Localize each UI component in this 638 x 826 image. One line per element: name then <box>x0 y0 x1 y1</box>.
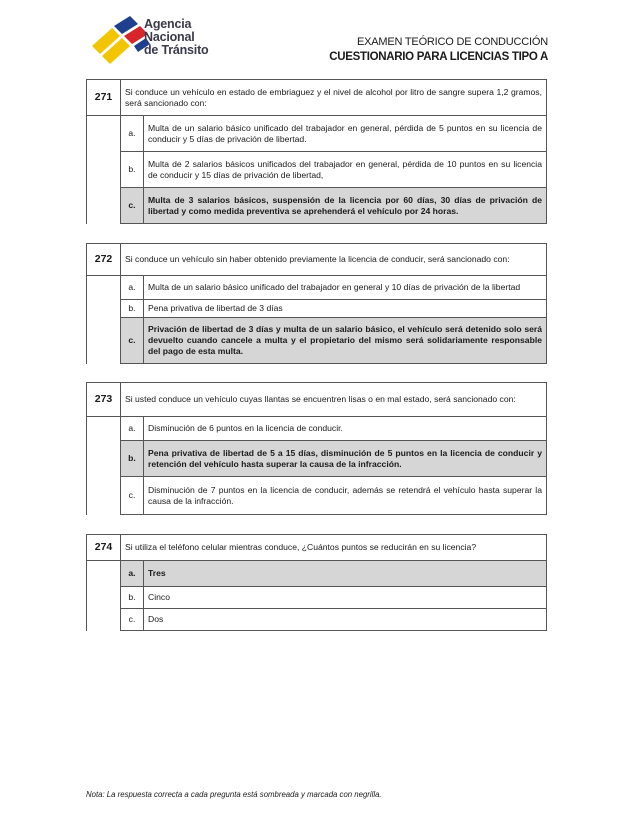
question-number: 274 <box>87 535 121 561</box>
option-text: Disminución de 6 puntos en la licencia de conducir. <box>144 417 547 441</box>
option-letter-correct: a. <box>121 561 144 587</box>
option-letter: b. <box>121 587 144 609</box>
option-text: Multa de un salario básico unificado del trabajador en general, pérdida de 5 puntos en su licencia de conducir y 5 días de privación de libertad. <box>144 116 547 152</box>
option-letter-correct: c. <box>121 188 144 224</box>
option-text: Dos <box>144 609 547 631</box>
option-text-correct: Pena privativa de libertad de 5 a 15 días, disminución de 5 puntos en la licencia de conducir y retención del vehículo hasta superar la causa de la infracción. <box>144 441 547 477</box>
option-text-correct: Tres <box>144 561 547 587</box>
agency-name-line3: de Tránsito <box>144 43 209 57</box>
indent-cell <box>87 561 121 631</box>
footnote: Nota: La respuesta correcta a cada pregunta está sombreada y marcada con negrilla. <box>86 790 382 799</box>
option-letter: a. <box>121 417 144 441</box>
question-text: Si conduce un vehículo sin haber obtenido previamente la licencia de conducir, será sancionado con: <box>121 244 547 276</box>
questionnaire-title: CUESTIONARIO PARA LICENCIAS TIPO A <box>329 51 548 63</box>
option-text-correct: Multa de 3 salarios básicos, suspensión de la licencia por 60 días, 30 días de privación de libertad y como medida preventiva se aprehenderá el vehículo por 24 horas. <box>144 188 547 224</box>
exam-title: EXAMEN TEÓRICO DE CONDUCCIÓN <box>357 36 548 48</box>
question-number: 271 <box>87 80 121 116</box>
option-letter: a. <box>121 116 144 152</box>
question-273 <box>86 382 547 515</box>
indent-cell <box>87 116 121 224</box>
option-text: Multa de 2 salarios básicos unificados del trabajador en general, pérdida de 10 puntos en su licencia de conducir y 15 días de privación de libertad, <box>144 152 547 188</box>
question-271 <box>86 79 547 224</box>
agency-name-line2: Nacional <box>144 30 195 44</box>
option-text: Pena privativa de libertad de 3 días <box>144 300 547 318</box>
option-letter-correct: b. <box>121 441 144 477</box>
option-letter: c. <box>121 477 144 515</box>
option-letter: a. <box>121 276 144 300</box>
agency-name-line1: Agencia <box>144 17 192 31</box>
question-number: 272 <box>87 244 121 276</box>
question-text: Si conduce un vehículo en estado de embriaguez y el nivel de alcohol por litro de sangre supera 1,2 gramos, será sancionado con: <box>121 80 547 116</box>
option-letter: b. <box>121 152 144 188</box>
agency-name <box>144 18 208 57</box>
question-text: Si utiliza el teléfono celular mientras conduce, ¿Cuántos puntos se reducirán en su licencia? <box>121 535 547 561</box>
question-number: 273 <box>87 383 121 417</box>
option-text-correct: Privación de libertad de 3 días y multa de un salario básico, el vehículo será detenido solo será devuelto cuando cancele a multa y el propietario del mismo será solidariamente responsable del pago de esta multa. <box>144 318 547 364</box>
indent-cell <box>87 276 121 364</box>
option-letter: b. <box>121 300 144 318</box>
question-272 <box>86 243 547 364</box>
option-text: Multa de un salario básico unificado del trabajador en general y 10 días de privación de la libertad <box>144 276 547 300</box>
option-letter-correct: c. <box>121 318 144 364</box>
question-274 <box>86 534 547 631</box>
indent-cell <box>87 417 121 515</box>
option-text: Disminución de 7 puntos en la licencia de conducir, además se retendrá el vehículo hasta superar la causa de la infracción. <box>144 477 547 515</box>
option-text: Cinco <box>144 587 547 609</box>
option-letter: c. <box>121 609 144 631</box>
question-text: Si usted conduce un vehículo cuyas llantas se encuentren lisas o en mal estado, será sancionado con: <box>121 383 547 417</box>
